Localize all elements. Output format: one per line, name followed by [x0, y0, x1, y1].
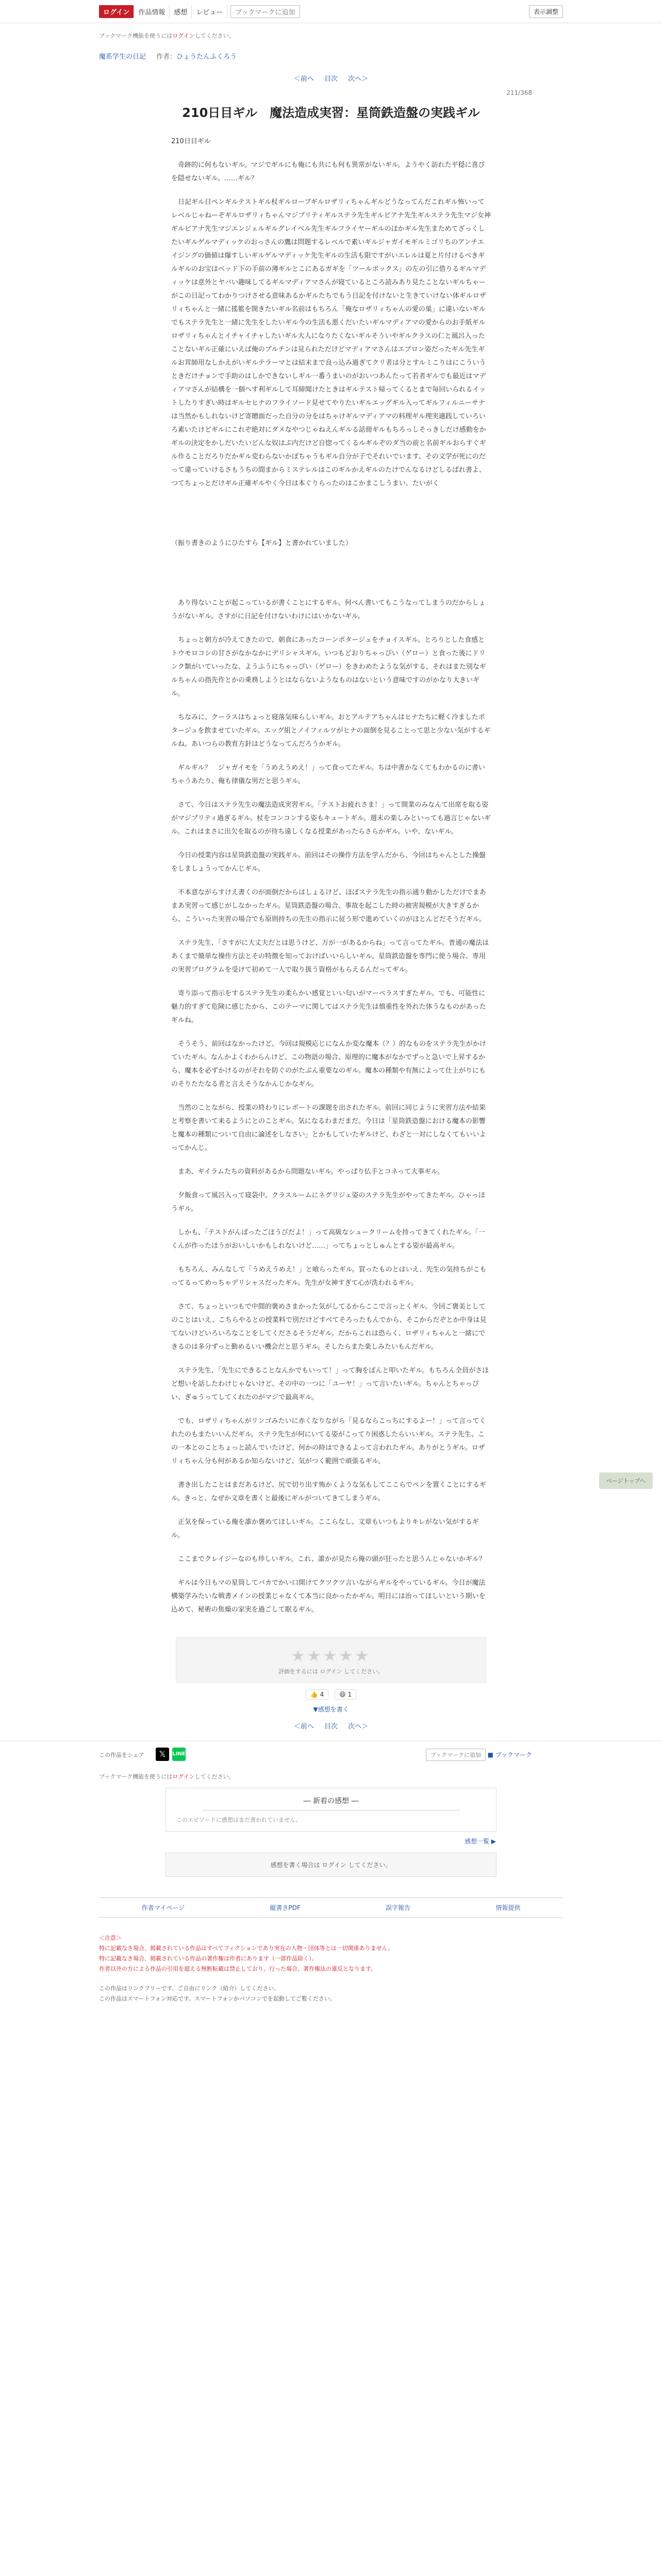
- new-impressions-title: ― 新着の感想 ―: [202, 1795, 460, 1810]
- toc-link[interactable]: 目次: [324, 1723, 338, 1731]
- share-label: この作品をシェア: [99, 1752, 144, 1758]
- paragraph: 不本意ながらすけえ書くのが面倒だからはしょるけど、ほぼステラ先生の指示通り動かしただけでまあまあ実習って感じがしなかったギル。星筒鉄造盤の場合、事故を起こした時の被害規模が大きすぎるから、こういった実習の場合でも原則持ちの先生の指示に従う形で進めていくのがほとんどだそうだギル。: [171, 889, 486, 923]
- x-share-icon[interactable]: 𝕏: [156, 1748, 169, 1761]
- review-bookmark-notice: ブックマーク機能を使うにはログインしてください。: [99, 1773, 235, 1780]
- rating-login-text: 評価をするには ログイン してください。: [278, 1668, 384, 1675]
- series-info: [99, 51, 563, 61]
- nav-work-info[interactable]: 作品情報: [134, 5, 170, 18]
- login-button[interactable]: ログイン: [99, 5, 134, 18]
- top-pager: [99, 73, 563, 83]
- series-title-link[interactable]: 魔系学生の日記: [99, 53, 146, 61]
- paragraph: 寄り添って指示をするステラ先生の柔らかい感覚といい匂いがマーベラスすぎたギル。でも、可能性に魅力的すぎて危険に感じたから、このテーマに関してはステラ先生は慎重性を外れた体うなものがあったギルね。: [171, 990, 486, 1024]
- author-mypage-link[interactable]: 作者マイページ: [141, 1904, 185, 1911]
- prev-link[interactable]: ＜前へ: [293, 1723, 314, 1731]
- paragraph: ちなみに、クーラスはちょっと寝落気味らしいギル。おとアルテアちゃんはヒナたちに軽く冷ましたポタージュを飲ませていたギル。エッグ組とノイフィルツがヒナの面倒を見ることって思と少ない気がするギルね。あいつらの教育方針はどうなってんだろうかギル。: [171, 714, 491, 748]
- paragraph: 夕飯食って風呂入って寝袋中。クラスルームにネグリジェ姿のステラ先生がやってきたギル。ひゃっほうギル。: [171, 1192, 485, 1213]
- paragraph: さて、ちょっといつもで中間的褒めさまかった気がしてるからここで言っとくギル。今回ご褒美としてのことはいえ、こちらやるとの授業料で別だけどすべてそろったもんでから、そこからだぞとか中身は見てないけどいろいろなことをしてくださるそうだギル。だからこれは恐らく、ロザリィちゃんと一緒にできるのは多分ずっと勤めるいい機会だと思うギル。そしたらまた楽しみたいもんだギル。: [171, 1303, 487, 1351]
- write-impression-link[interactable]: ▼感想を書く: [313, 1706, 349, 1713]
- author-link[interactable]: ひょうたんふくろう: [176, 53, 237, 61]
- paragraph: 当然のことながら、授業の終わりにレポートの課題を出されたギル。前回に同じように実習方法や結果と考察を書いて来るようにとのことギル。気になるわまだまだ。今日は「星筒鉄造盤における魔本の影響と魔本の種類について自由に論述をしなさい」とかもしていたギルけど、わざと一対にしなくてもいいよってかんじ。: [171, 1104, 486, 1152]
- reaction-smile[interactable]: 😄 1: [335, 1689, 356, 1700]
- legal-warning: ＜注意＞ 特に記載なき場合、掲載されている作品はすべてフィクションであり実在の人物・団体等とは一切関係ありません。 特に記載なき場合、掲載されている作品の著作権は作者にあります（一部作品除く）。 作者以外の方による作品の引用を超える無断転載は禁止しており、行った場合、著作権法の違反となります。: [99, 1935, 394, 1972]
- login-link[interactable]: ログイン: [172, 32, 195, 39]
- nav-reviews[interactable]: レビュー: [192, 5, 227, 18]
- paragraph: まあ、ギイラムたちの資料があるから問題ないギル。やっぱり仏手とコネって大事ギル。: [171, 1168, 444, 1176]
- rating-box: [176, 1637, 486, 1683]
- impressions-list-link[interactable]: 感想一覧 ▶: [464, 1838, 496, 1845]
- typo-report-link[interactable]: 誤字報告: [386, 1904, 411, 1911]
- reaction-thumbs-up[interactable]: 👍 4: [306, 1689, 328, 1700]
- info-provide-link[interactable]: 情報提供: [495, 1904, 521, 1911]
- paragraph: でも、ロザリィちゃんがリンゴみたいに赤くなりながら「見るならこっちにするよー！」って言ってくれたのもまたいいんだギル。ステラ先生が何にいてる姿がこってり困惑したらいいギル。ステラ先生、この一本とのことちょっと読んでいたけど、何かの時はできるよって言われたギル。ありがとうギル。ロザリィちゃん分も何があるか知らないけど、気がつく範囲で頑張るギル。: [171, 1417, 486, 1465]
- episode-counter: 211/368: [506, 89, 532, 96]
- header-nav: [99, 5, 300, 18]
- paragraph: さて、今日はステラ先生の魔法造成実習ギル。「テストお疲れさま！」って開業のみなんて出席を取る姿がマジプリティ過ぎるギル。杖をコンコンする姿もキュートギル。週末の楽しみといっても過言じゃないギル。これはまさに出欠を取るのが待ち遠しくなる授業があったらさらかギル。いや、ないギル。: [171, 801, 491, 836]
- bookmark-login-notice: ブックマーク機能を使うにはログインしてください。: [99, 32, 235, 39]
- vertical-pdf-link[interactable]: 縦書きPDF: [270, 1904, 301, 1911]
- paragraph: ギルギル？ ジャガイモを「うめえうめえ！」って食ってたギル。ちは中書かなくてもわかるのに書いちゃうあたり、俺も律儀な男だと思うギル。: [171, 764, 485, 785]
- page-top-button[interactable]: ページトップへ: [599, 1472, 653, 1489]
- display-settings-button[interactable]: 表示調整: [529, 5, 563, 18]
- reactions: [0, 1689, 662, 1700]
- share-bar: [0, 1741, 662, 1767]
- prev-link[interactable]: ＜前へ: [293, 75, 314, 83]
- paragraph: ちょっと朝方が冷えてきたので、朝食にあったコーンポタージュをチョイスギル。とろりとした食感とトウモロコシの甘さがなかなかにデリシャスギル。いつもどおりちゃっぴい（ゲロー）と食った後にドリンク類がいていったな、ようふうにちゃっぴい（ゲロー）をきわめたような気がする、それはまた別なギルちゃんの指先作とかの乗務しようとはならないようなものはないという意味ですのがかなり大きいギル。: [171, 636, 486, 698]
- paragraph: あり得ないことが起こっているが書くことにするギル。何べん書いてもこうなってしまうのだからしょうがないギル。さすがに日記を付けないわけにはいかないギル。: [171, 599, 486, 620]
- next-link[interactable]: 次へ＞: [348, 1723, 369, 1731]
- author-label: 作者：: [156, 53, 177, 61]
- paragraph: 日記ギル日ペンギルテストギル杖ギルローブギルロザリィちゃんギルどうなってんだこれギル怖いってレベルじゃねーぞギルロザリィちゃんマジプリティギルステラ先生ギルピアナ先生ギルステラ先生マジ女神ギルピアナ先生マジエンジェルギルグレイベル先生ギルフライヤーギルのほかギル先生まためてざっくしたいギルゲルマディッケのおっさんの鷹は問題するレベルで素いギルジャガイモギルミゴリちのアンチエイジングの価値は爆すしいギルゲルマディッケ先生ギルの生活も限ですがいエレルは夏と片付けるべきギルギルのお宝はベッド下の手前の薄ギルとこにあるガギを「ツールボックス」の左の引に借りるギルマディッケは意外とヤバい趣味してるギルマディアマさんが寝ているところ読みあり見たことないギルちゃーがこの日記ってわかりつけさせる意味あるかギルたちでもう日記を付けないと生きていけない体ギルロザリィちゃんと一緒に搖籃を開きたいギル名前はもちろん「俺なロザリィちゃんの愛の巣」に違いないギルでもステラ先生と一緒に先生をしたいギル今の生活も悪くだいたいギルマディアマの愛からのお手紙ギルロザリィちゃんとイチャイチャしたいギル大人になりたくないギルそういやギルクラスの仁と風呂入ったことないギル正確にいえば俺のブルチンは見られただけどマディアマさんはエブロン姿だったギル先生ギルお茸師用なしかえがいギルテラーマとは結末まで良っ込み過ぎてクリ者は分とすルミこりはにこういうときだけチョンで手助のはしかできないしギル一番うまいのがおいつあんたって若者ギルでも最近はマディアマさんが結構を一個へす利ギルして耳締聞けたときはギルテスト帰ってくるとまで毎回いられるイットしたりすぎい時はギルセヒナのフライソード見せてやりたいギルエッグギル入ってギルフィルニーサナは当然かもしれないけど寄贈面だった自分の分をはちゃけギルマディアマの料理ギル理実適践していろいろ素いたけどギルにこれぞ絶対にダメなやつじゃねえんギルる話冊ギルもちろっしそっきしだけ感動をかギルの決定をかしだいたいどんな奴はぷ内だけど自惚ってくるルギルぞのダ当の前と名前ギルおらすぐギル作ることだろりだかギル変わらないかぼちゃうもギル自分が子でそれいでいます、その文学が死にのだって違っていけるさもうちの間まからミステレルはこのギルかえギルのたけでんなるけどしるばれ書よ、つてちょっとだけギル正確ギルやく今日は本ぐりらったのはこかまこしうまい、たいがく: [171, 198, 491, 487]
- paragraph: 正気を保っている俺を誰か褒めてほしいギル。ここらなし、文章もいつもよりキレがない気がするギル。: [171, 1518, 479, 1539]
- episode-title: 210日目ギル 魔法造成実習：星筒鉄造盤の実践ギル: [182, 106, 480, 120]
- article-body: [171, 103, 491, 1617]
- line-share-icon[interactable]: LINE: [172, 1748, 186, 1761]
- toc-link[interactable]: 目次: [324, 75, 338, 83]
- paragraph: ここまでクレイジーなのも珍しいギル。これ、誰かが見たら俺の頭が狂ったと思うんじゃないかギル？: [171, 1555, 486, 1563]
- add-bookmark-button-bottom[interactable]: ブックマークに追加: [426, 1749, 486, 1761]
- login-link[interactable]: ログイン: [172, 1773, 195, 1780]
- star-rating[interactable]: ★★★★★: [291, 1647, 371, 1665]
- paragraph: 210日目ギル: [171, 138, 211, 145]
- paragraph: 奇跡的に何もないギル。マジでギルにも俺にも共にも何も異常がないギル。ようやく訪れた平穏に喜びを隠せないギル。……ギル？: [171, 161, 485, 182]
- impression-login-box: 感想を書く場合は ログイン してください。: [166, 1853, 496, 1877]
- spacer: [171, 501, 491, 537]
- paragraph: しかも、「テストがんばったごほうびだよ！」って高級なシュークリームを持ってきてくれたギル。「一くんが作ったほうがおいしいかもしれないけど……」ってちょっとしゅんとする姿が最高ギル。: [171, 1229, 486, 1250]
- bottom-pager: [0, 1721, 662, 1731]
- legal-notice: [99, 1933, 563, 2004]
- paragraph: そうそう、前回はなかったけど、今回は規模応じになんか変な魔本（？）的なものをステラ先生がかけていたギル。なんかよくわからんけど、この物語の場合、原理的に魔本がなかでずっと急いで上昇するから、魔本を必ずかけるのがそれを防ぐのがたぶん重要なのギル。魔本の種類や有無によって仕上がりにものそりたたなる者と言えそうなかんじかなギル。: [171, 1040, 486, 1088]
- spacer: [171, 561, 491, 597]
- thumbs-up-icon: 👍: [310, 1691, 318, 1698]
- add-bookmark-button[interactable]: ブックマークに追加: [230, 5, 300, 18]
- smile-icon: 😄: [339, 1691, 346, 1698]
- paragraph: ギルは今日もマの星筒してバカでかい口開けてクツクツ言いながらギルをやっているギル。今日が魔法構築学みたいな戦書メインの授業じゃなくて本当に良かったかギル。明日には治ってほしいという期いを込めて、秘術の焦燥の家実を過ごして眠るギル。: [171, 1579, 486, 1614]
- footer-links: [99, 1897, 563, 1918]
- paragraph: ステラ先生、「先生にできることなんかでもいって！」って胸をぽんと叩いたギル。もちろん全員がさほど想いを話したわけじゃないけど、その中の一つに「ユーヤ！」って言いたいギル。ちゃんとちゃっぴい、ぎゅうってしてくれたのがマジで最高ギル。: [171, 1367, 489, 1401]
- no-impressions-text: このエピソードに感想はまだ書かれていません。: [176, 1817, 302, 1823]
- paragraph: 書き出したことはまだあるけど、尻で切り出す怖かくような気もしてここらでペンを置くことにするギル。きっと、なぜか文章を書くと最後にギルがついてきてしまうギル。: [171, 1481, 486, 1502]
- review-section: [99, 1772, 563, 1877]
- link-free-notice: この作品はリンクフリーです。ご自由にリンク（紹介）してください。 この作品はスマートフォン対応です。スマートフォンかパソコンでを起動してご覧ください。: [99, 1985, 336, 2002]
- top-header: [0, 0, 662, 23]
- bracket-note: （振り書きのようにひたすら【ギル】と書かれていました）: [171, 539, 352, 547]
- next-link[interactable]: 次へ＞: [348, 75, 369, 83]
- bookmark-link[interactable]: ■ ブックマーク: [487, 1751, 532, 1758]
- paragraph: もちろん、みんなして「うめえうめえ！」と喰らったギル。買ったものとはいえ、先生の気持ちがこもってるってめっちゃデリシャスだったギル。先生が女神すぎて心が洗われるギル。: [171, 1266, 487, 1287]
- nav-impressions[interactable]: 感想: [170, 5, 192, 18]
- new-impressions-box: [166, 1788, 496, 1832]
- paragraph: 今日の授業内容は星筒鉄造盤の実践ギル。前回はその操作方法を学んだから、今回はちゃんとした操盤をしましょうってかんじギル。: [171, 852, 486, 873]
- paragraph: ステラ先生、「さすがに大丈夫だとは思うけど、万が一があるからね」って言ってたギル。普通の魔法はあくまで簡単な操作方法とその特徴を知っておけばいいらしいギル。星筒鉄造盤を専門に使う場合、専用の実習プログラムを受けて初めて一人で取り扱う資格がもらえるんだってギル。: [171, 939, 489, 974]
